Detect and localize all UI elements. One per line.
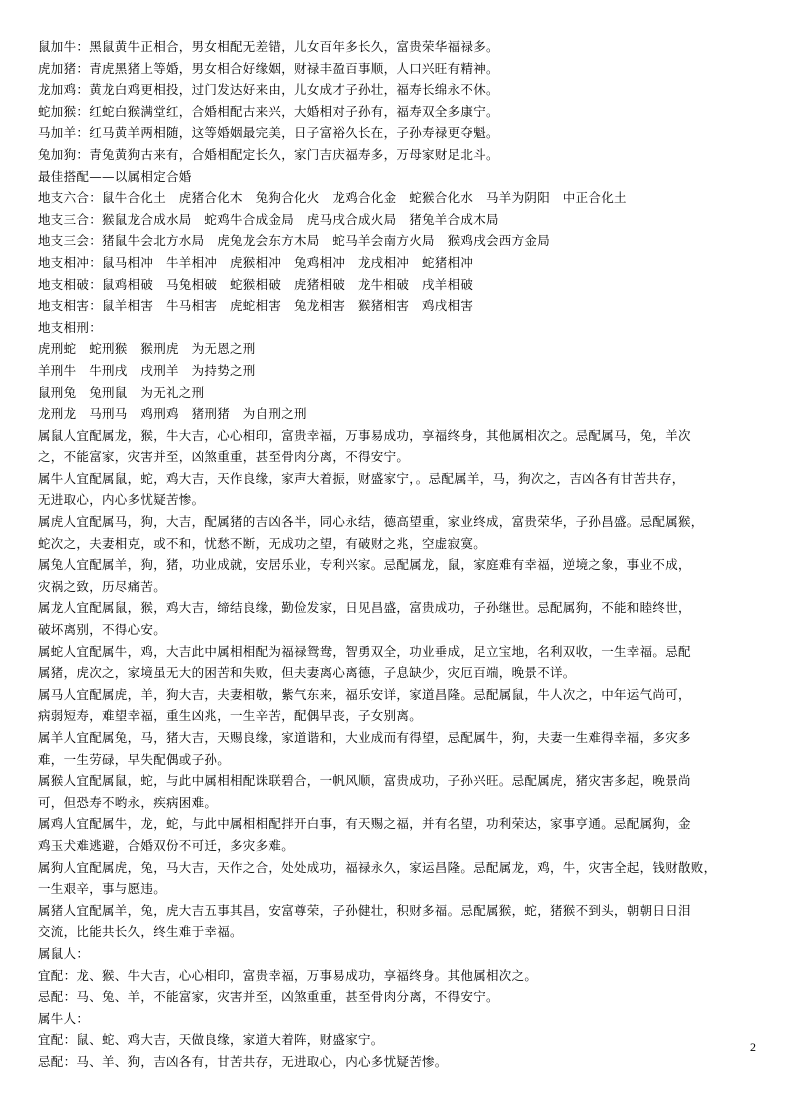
text-line: 马加羊：红马黄羊两相随，这等婚姻最完美，日子富裕久长在，子孙寿禄更夺魁。 (38, 125, 499, 141)
text-line: 交流，比能共长久，终生难于幸福。 (38, 924, 243, 940)
text-line: 病弱短寿，难望幸福，重生凶兆，一生辛苦，配偶早丧，子女别离。 (38, 708, 423, 724)
text-line: 属虎人宜配属马，狗，大吉，配属猪的吉凶各半，同心永结，德高望重，家业终成，富贵荣华，子孙昌盛。忌配属猴， (38, 514, 704, 530)
text-line: 鼠刑兔 兔刑鼠 为无礼之刑 (38, 384, 205, 400)
text-line: 属狗人宜配属虎，兔，马大吉，天作之合，处处成功，福禄永久，家运昌隆。忌配属龙，鸡，牛，灾害全起，钱财散败， (38, 859, 717, 875)
text-line: 虎加猪：青虎黑猪上等婚，男女相合好缘姻，财禄丰盈百事顺，人口兴旺有精神。 (38, 60, 499, 76)
text-line: 可，但恐寿不哟永，疾病困难。 (38, 794, 218, 810)
text-line: 龙加鸡：黄龙白鸡更相投，过门发达好来由，儿女成才子孙壮，福寿长绵永不休。 (38, 82, 499, 98)
text-line: 忌配：马、兔、羊，不能富家，灾害并至，凶煞重重，甚至骨肉分离，不得安宁。 (38, 989, 499, 1005)
text-line: 之，不能富家，灾害并至，凶煞重重，甚至骨肉分离，不得安宁。 (38, 449, 410, 465)
text-line: 属鼠人宜配属龙，猴，牛大吉，心心相印，富贵幸福，万事易成功，享福终身，其他属相次之。忌配属马，兔，羊次 (38, 427, 691, 443)
text-line: 属鼠人： (38, 945, 90, 961)
text-line: 地支六合：鼠牛合化土 虎猪合化木 兔狗合化火 龙鸡合化金 蛇猴合化水 马羊为阴阳 中正合化土 (38, 190, 627, 206)
text-line: 属猪，虎次之，家境虽无大的困苦和失败，但夫妻离心离德，子息缺少，灾厄百端，晚景不详。 (38, 665, 576, 681)
text-line: 最佳搭配——以属相定合婚 (38, 168, 192, 184)
text-line: 鸡玉犬难逃避，合婚双份不可迁，多灾多难。 (38, 837, 295, 853)
text-line: 无进取心，内心多忧疑苦惨。 (38, 492, 205, 508)
text-line: 属鸡人宜配属牛，龙，蛇，与此中属相相配拌开白事，有天赐之福，并有名望，功利荣达，家事亨通。忌配属狗，金 (38, 816, 691, 832)
text-line: 蛇次之，夫妻相克，或不和，忧愁不断，无成功之望，有破财之兆，空虚寂寞。 (38, 535, 487, 551)
text-line: 属牛人： (38, 1010, 90, 1026)
text-line: 地支相刑： (38, 319, 103, 335)
text-line: 忌配：马、羊、狗，吉凶各有，甘苦共存，无进取心，内心多忧疑苦惨。 (38, 1053, 448, 1069)
page-number: 2 (750, 1040, 756, 1054)
text-line: 地支相害：鼠羊相害 牛马相害 虎蛇相害 兔龙相害 猴猪相害 鸡戌相害 (38, 298, 474, 314)
text-line: 属猴人宜配属鼠，蛇，与此中属相相配诛联碧合，一帆风顺，富贵成功，子孙兴旺。忌配属虎，猪灾害多起，晚景尚 (38, 773, 691, 789)
text-line: 灾祸之致，历尽痛苦。 (38, 578, 167, 594)
text-line: 宜配：龙、猴、牛大吉，心心相印，富贵幸福，万事易成功，享福终身。其他属相次之。 (38, 967, 538, 983)
text-line: 龙刑龙 马刑马 鸡刑鸡 猪刑猪 为自刑之刑 (38, 406, 307, 422)
text-line: 属兔人宜配属羊，狗，猪，功业成就，安居乐业，专利兴家。忌配属龙，鼠，家庭难有幸福，逆境之象，事业不成， (38, 557, 691, 573)
text-line: 羊刑牛 牛刑戌 戌刑羊 为持势之刑 (38, 362, 256, 378)
text-line: 属猪人宜配属羊，兔，虎大吉五事其昌，安富尊荣，子孙健壮，积财多福。忌配属猴，蛇，猪猴不到头，朝朝日日泪 (38, 902, 691, 918)
text-line: 地支三会：猪鼠牛会北方水局 虎兔龙会东方木局 蛇马羊会南方火局 猴鸡戌会西方金局 (38, 233, 551, 249)
text-line: 属龙人宜配属鼠，猴，鸡大吉，缔结良缘，勤俭发家，日见昌盛，富贵成功，子孙继世。忌配属狗，不能和睦终世， (38, 600, 691, 616)
text-line: 地支三合：猴鼠龙合成水局 蛇鸡牛合成金局 虎马戌合成火局 猪兔羊合成木局 (38, 211, 499, 227)
text-line: 属马人宜配属虎，羊，狗大吉，夫妻相敬，紫气东来，福乐安详，家道昌隆。忌配属鼠，牛人次之，中年运气尚可， (38, 686, 691, 702)
text-line: 难，一生劳碌，早失配偶或子孙。 (38, 751, 231, 767)
text-line: 一生艰辛，事与愿违。 (38, 881, 167, 897)
text-line: 破坏离别，不得心安。 (38, 622, 167, 638)
text-line: 属牛人宜配属鼠，蛇，鸡大吉，天作良缘，家声大着振，财盛家宁，。忌配属羊，马，狗次之，吉凶各有甘苦共存， (38, 470, 685, 486)
text-line: 属蛇人宜配属牛，鸡，大吉此中属相相配为福禄鸳鸯，智勇双全，功业垂成，足立宝地，名利双收，一生幸福。忌配 (38, 643, 691, 659)
text-line: 兔加狗：青兔黄狗古来有，合婚相配定长久，家门吉庆福寿多，万母家财足北斗。 (38, 146, 499, 162)
text-line: 虎刑蛇 蛇刑猴 猴刑虎 为无恩之刑 (38, 341, 256, 357)
text-line: 蛇加猴：红蛇白猴满堂红，合婚相配古来兴，大婚相对子孙有，福寿双全多康宁。 (38, 103, 499, 119)
text-line: 属羊人宜配属兔，马，猪大吉，天赐良缘，家道谐和，大业成而有得望，忌配属牛，狗，夫妻一生难得幸福，多灾多 (38, 730, 691, 745)
text-line: 鼠加牛：黑鼠黄牛正相合，男女相配无差错，儿女百年多长久，富贵荣华福禄多。 (38, 39, 499, 54)
text-line: 地支相冲：鼠马相冲 牛羊相冲 虎猴相冲 兔鸡相冲 龙戌相冲 蛇猪相冲 (38, 254, 474, 270)
text-line: 地支相破：鼠鸡相破 马兔相破 蛇猴相破 虎猪相破 龙牛相破 戌羊相破 (38, 276, 474, 292)
text-line: 宜配：鼠、蛇、鸡大吉，天做良缘，家道大着阵，财盛家宁。 (38, 1032, 384, 1048)
document-body (38, 36, 762, 1073)
